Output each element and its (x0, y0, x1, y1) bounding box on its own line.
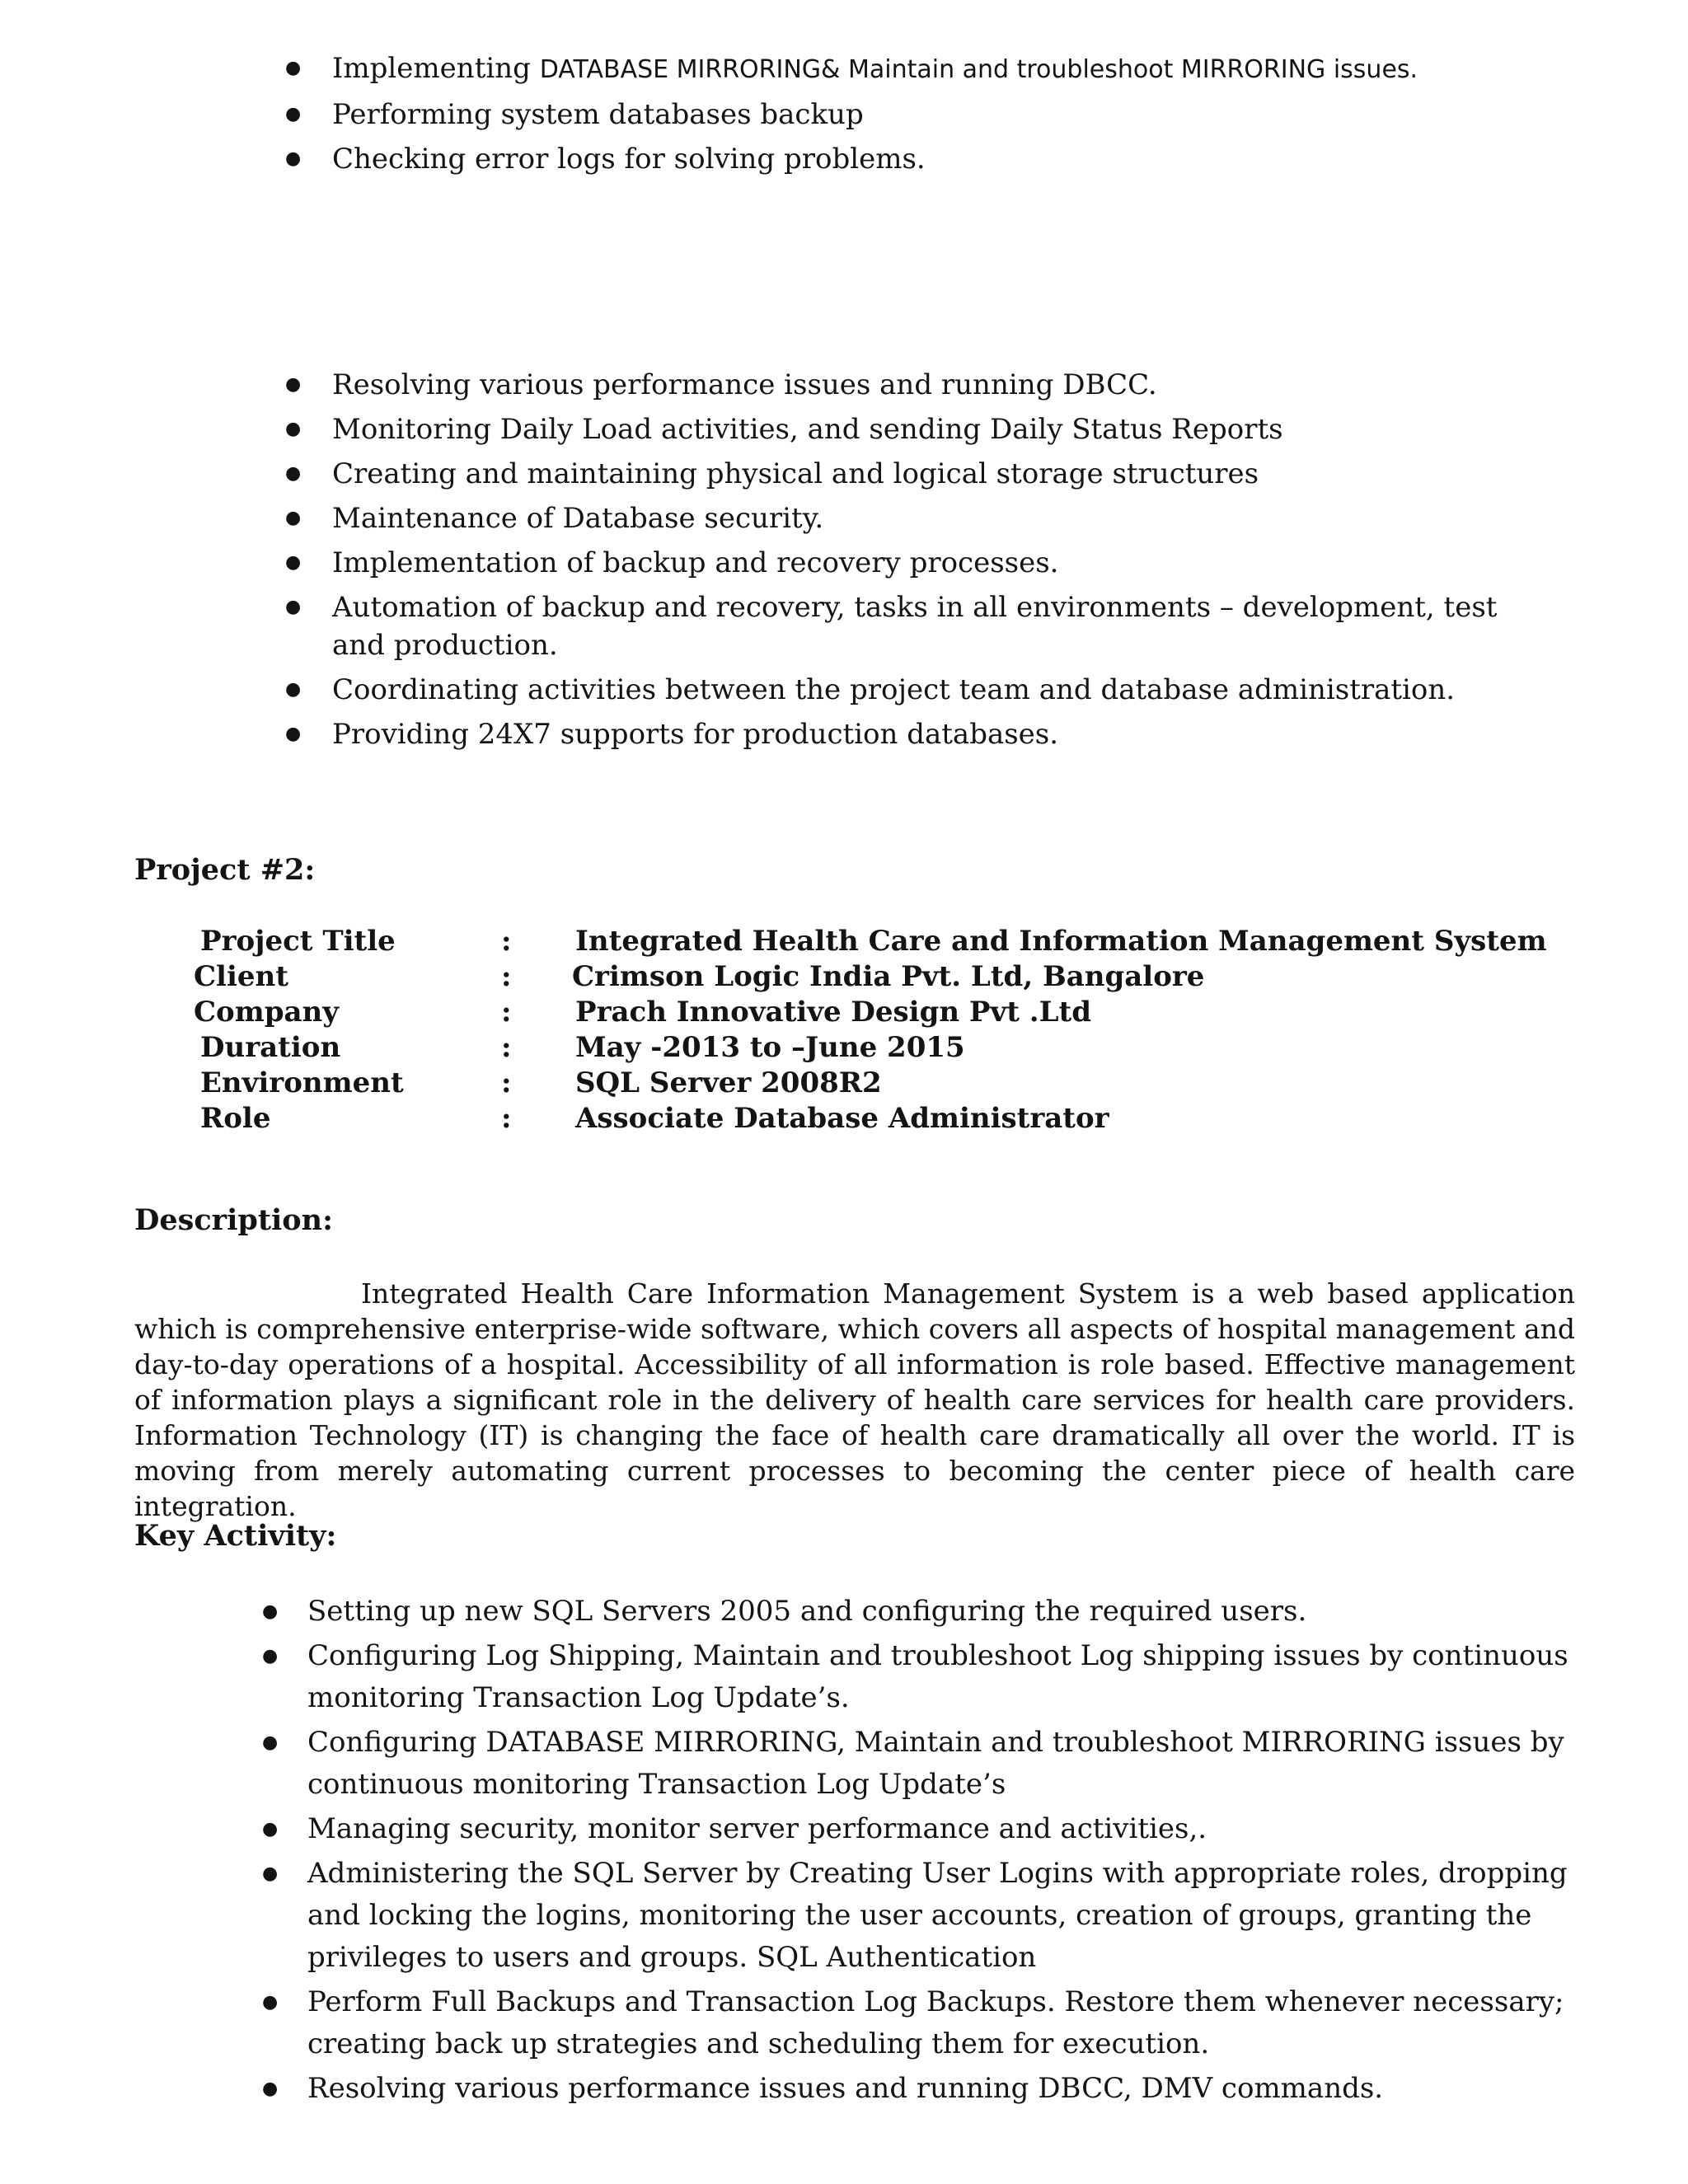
list-item-text: Performing system databases backup (332, 98, 864, 131)
detail-row-duration (0, 1031, 1688, 1067)
detail-value: Integrated Health Care and Information Management System (575, 925, 1547, 958)
list-item-text-sans: DATABASE MIRRORING& Maintain and troubleshoot MIRRORING issues. (539, 55, 1418, 84)
detail-label: Project Title (200, 925, 396, 958)
detail-value: SQL Server 2008R2 (575, 1066, 882, 1099)
detail-label: Environment (200, 1066, 404, 1099)
detail-label: Duration (200, 1031, 341, 1064)
list-item (332, 49, 1585, 89)
detail-colon: : (501, 925, 512, 958)
list-item: ● Monitoring Daily Load activities, and sending Daily Status Reports (332, 410, 1503, 448)
list-item (332, 140, 1585, 178)
description-heading: Description: (134, 1203, 334, 1237)
list-item: ● Perform Full Backups and Transaction Log Backups. Restore them whenever necessary; creating back up strategies and scheduling them for execution. (307, 1981, 1583, 2065)
list-item: ● Creating and maintaining physical and logical storage structures (332, 455, 1503, 493)
detail-row-role (0, 1102, 1688, 1138)
key-activity-heading: Key Activity: (134, 1519, 337, 1553)
detail-value: Prach Innovative Design Pvt .Ltd (575, 996, 1092, 1029)
detail-colon: : (501, 1102, 512, 1135)
detail-row-environment (0, 1066, 1688, 1103)
detail-row-company (0, 996, 1688, 1032)
list-item: ● Maintenance of Database security. (332, 499, 1503, 537)
detail-colon: : (501, 960, 512, 993)
detail-colon: : (501, 996, 512, 1029)
list-item: ● Resolving various performance issues and running DBCC, DMV commands. (307, 2068, 1583, 2110)
detail-label: Company (194, 996, 339, 1029)
list-item: ● Implementation of backup and recovery processes. (332, 544, 1503, 582)
list-item: ● Providing 24X7 supports for production databases. (332, 715, 1503, 753)
detail-row-project-title (0, 925, 1688, 961)
detail-colon: : (501, 1066, 512, 1099)
detail-label: Role (200, 1102, 271, 1135)
list-item: ● Managing security, monitor server performance and activities,. (307, 1808, 1583, 1850)
list-item-text: Checking error logs for solving problems. (332, 143, 926, 176)
list-item: ● Coordinating activities between the project team and database administration. (332, 671, 1503, 709)
detail-row-client (0, 960, 1688, 996)
detail-colon: : (501, 1031, 512, 1064)
list-item: ● Resolving various performance issues and running DBCC. (332, 366, 1503, 404)
detail-value: Crimson Logic India Pvt. Ltd, Bangalore (572, 960, 1205, 993)
list-item (332, 96, 1585, 134)
project-heading: Project #2: (134, 853, 316, 887)
responsibility-list-continued (332, 366, 1503, 760)
list-item-text: Implementing (332, 52, 540, 85)
detail-value: May -2013 to –June 2015 (575, 1031, 965, 1064)
detail-value: Associate Database Administrator (575, 1102, 1109, 1135)
list-item: ● Setting up new SQL Servers 2005 and configuring the required users. (307, 1591, 1583, 1633)
responsibility-list-top (332, 49, 1585, 185)
list-item: ● Administering the SQL Server by Creating User Logins with appropriate roles, dropping and locking the logins, monitoring the user accounts, creation of groups, granting the privileges to users and groups. SQL Authentication (307, 1853, 1583, 1979)
list-item: ● Automation of backup and recovery, tasks in all environments – development, test and production. (332, 588, 1503, 664)
description-text: Integrated Health Care Information Management System is a web based application which is comprehensive enterprise-wide software, which covers all aspects of hospital management and day-to-day operations of a hospital. Accessibility of all information is role based. Effective management of information plays a significant role in the delivery of health care services for health care providers. Information Technology (IT) is changing the face of health care dramatically all over the world. IT is moving from merely automating current processes to becoming the center piece of health care integration. (134, 1277, 1575, 1522)
detail-label: Client (194, 960, 288, 993)
list-item: ● Configuring DATABASE MIRRORING, Maintain and troubleshoot MIRRORING issues by continuous monitoring Transaction Log Update’s (307, 1722, 1583, 1806)
list-item: ● Configuring Log Shipping, Maintain and troubleshoot Log shipping issues by continuous monitoring Transaction Log Update’s. (307, 1635, 1583, 1719)
key-activity-list (307, 1591, 1583, 2112)
